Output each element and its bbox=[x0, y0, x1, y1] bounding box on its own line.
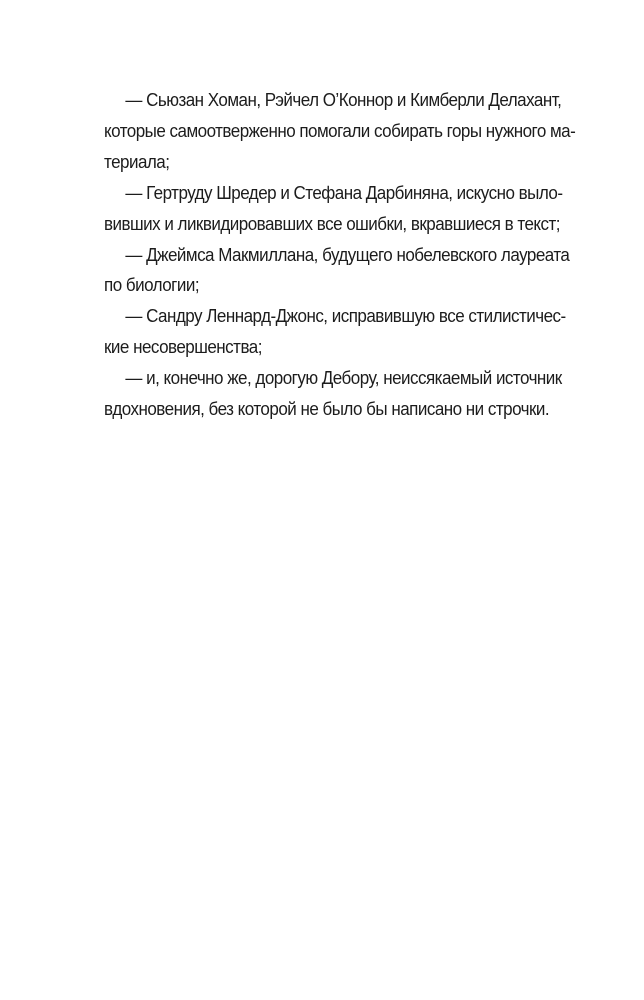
paragraph-2-line-1: — Гертруду Шредер и Стефана Дарбиняна, искусно выло- bbox=[125, 181, 563, 203]
paragraph-3-line-2: по биологии; bbox=[104, 274, 200, 296]
acknowledgements-text bbox=[104, 85, 576, 425]
paragraph-5-line-1: — и, конечно же, дорогую Дебору, неиссякаемый источник bbox=[125, 367, 562, 389]
paragraph-1-line-2: которые самоотверженно помогали собирать горы нужного ма- bbox=[104, 119, 576, 141]
paragraph-5-line-2: вдохновения, без которой не было бы написано ни строчки. bbox=[104, 398, 550, 420]
paragraph-1-line-1: — Сьюзан Хоман, Рэйчел О’Коннор и Кимберли Делахант, bbox=[125, 89, 562, 110]
paragraph-1-line-3: териала; bbox=[104, 150, 170, 172]
paragraph-2-line-2: вивших и ликвидировавших все ошибки, вкравшиеся в текст; bbox=[104, 212, 561, 234]
paragraph-4-line-1: — Сандру Леннард-Джонс, исправившую все стилистичес- bbox=[125, 305, 566, 327]
paragraph-4-line-2: кие несовершенства; bbox=[104, 336, 262, 358]
paragraph-3-line-1: — Джеймса Макмиллана, будущего нобелевского лауреата bbox=[125, 243, 570, 265]
